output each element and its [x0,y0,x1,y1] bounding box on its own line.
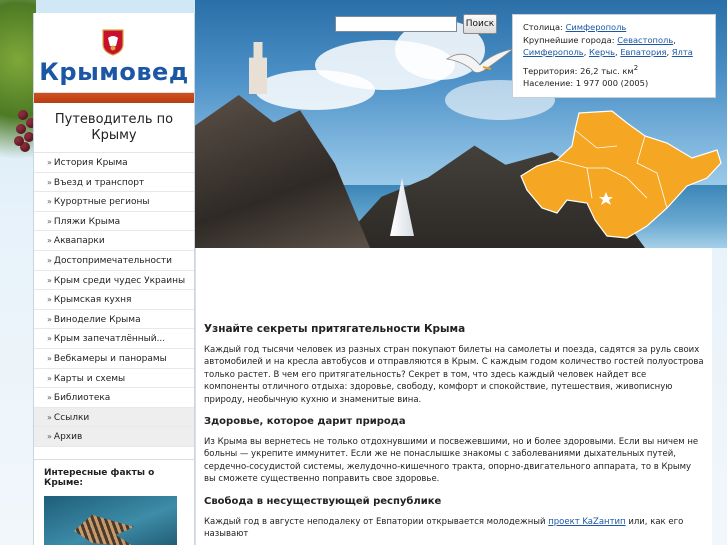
article-title: Узнайте секреты притягательности Крыма [204,323,466,335]
facts-title: Интересные факты о Крыме: [44,467,155,488]
chevron-right-icon: » [47,177,52,187]
sidebar-item-webcams[interactable]: » Вебкамеры и панорамы [34,349,194,369]
chevron-right-icon: » [47,314,52,324]
chevron-right-icon: » [47,373,52,383]
cities-line: Крупнейшие города: Севастополь, [523,34,676,45]
grapevine-decoration [0,0,36,200]
facts-image[interactable] [44,496,177,545]
chevron-right-icon: » [47,412,52,422]
sidebar-item-resorts[interactable]: » Курортные регионы [34,192,194,212]
kazantip-link[interactable]: проект KaZантип [548,516,626,527]
guide-title: Путеводитель по Крыму [54,112,174,143]
sidebar-item-transport[interactable]: » Въезд и транспорт [34,173,194,193]
sidebar-item-beaches[interactable]: » Пляжи Крыма [34,212,194,232]
city-link-simferopol[interactable]: Симферополь [523,47,584,58]
section-heading-freedom: Свобода в несуществующей республике [204,495,442,507]
sidebar-item-archive[interactable]: » Архив [34,427,194,447]
territory-line: Территория: 26,2 тыс. $км^2$ [523,63,639,76]
facts-section [34,459,194,545]
capital-line: Столица: Симферополь [523,22,627,32]
sidebar-item-captured[interactable]: » Крым запечатлённый... [34,329,194,349]
crimea-info-box [512,14,716,98]
city-link-evpatoria[interactable]: Евпатория [620,47,667,58]
chevron-right-icon: » [47,353,52,363]
sidebar-item-history[interactable]: » История Крыма [34,153,194,173]
site-logo[interactable] [34,13,194,93]
sidebar-menu [34,152,194,447]
chevron-right-icon: » [47,275,52,285]
sidebar-item-wonders[interactable]: » Крым среди чудес Украины [34,271,194,291]
search-input[interactable] [335,16,457,32]
search-button[interactable]: Поиск [463,14,497,34]
chevron-right-icon: » [47,158,52,167]
city-link-yalta[interactable]: Ялта [671,47,693,58]
chevron-right-icon: » [47,432,52,442]
sidebar-item-aquaparks[interactable]: » Аквапарки [34,231,194,251]
chevron-right-icon: » [47,236,52,246]
capital-link[interactable]: Симферополь [565,22,627,32]
chevron-right-icon: » [47,197,52,207]
main-content [195,248,712,545]
city-link-kerch[interactable]: Керчь [588,47,616,58]
sidebar-item-links[interactable]: » Ссылки [34,408,194,428]
chevron-right-icon: » [47,216,52,226]
logo-stripe [34,93,194,103]
sidebar [33,13,195,545]
cities-line-2: Симферополь, Керчь, Евпатория, Ялта [523,47,693,58]
chevron-right-icon: » [47,255,52,265]
chevron-right-icon: » [47,334,52,344]
sidebar-item-winemaking[interactable]: » Виноделие Крыма [34,310,194,330]
article-paragraph-3: Каждый год в августе неподалеку от Евпатории открывается молодежный проект KaZантип или, как его называют [204,516,684,540]
article-paragraph-1: Каждый год тысячи человек из разных стран покупают билеты на самолеты и поезда, садятся за руль своих автомобилей и на кресла автобусов и отправляются в Крым. С каждым годом количество гостей полуострова только растет. В чем его притягательность? Секрет в том, что здесь каждый человек найдет все компоненты отличного отдыха: здоровье, свободу, комфорт и спокойствие, путешествия, живописную природу, необычную кухню и знаменитые вина. [204,345,704,405]
crimea-map [517,108,722,243]
crimea-emblem-icon [101,28,125,56]
cliff [195,95,370,248]
site-logo-text: Крымовед [39,58,189,86]
population-line: Население: 1 977 000 (2005) [523,78,649,89]
sidebar-item-cuisine[interactable]: » Крымская кухня [34,290,194,310]
seagull-icon [445,45,515,85]
city-link-sevastopol[interactable]: Севастополь [617,34,674,45]
chevron-right-icon: » [47,295,52,305]
section-heading-health: Здоровье, которое дарит природа [204,416,406,428]
sidebar-item-sights[interactable]: » Достопримечательности [34,251,194,271]
sidebar-item-maps[interactable]: » Карты и схемы [34,369,194,389]
sidebar-item-library[interactable]: » Библиотека [34,388,194,408]
chevron-right-icon: » [47,393,52,403]
lionfish-image [74,511,134,545]
article-paragraph-2: Из Крыма вы вернетесь не только отдохнувшими и посвежевшими, но и более здоровыми. Если вы ничем не больны — укрепите иммунитет. Если же не понаслышке знакомы с заболеваниями дыхательных путей, сердечно-сосудистой системы, желудочно-кишечного тракта, опорно-двигательного аппарата, то в Крыму вы сможете существенно поправить свое здоровье. [204,437,699,485]
